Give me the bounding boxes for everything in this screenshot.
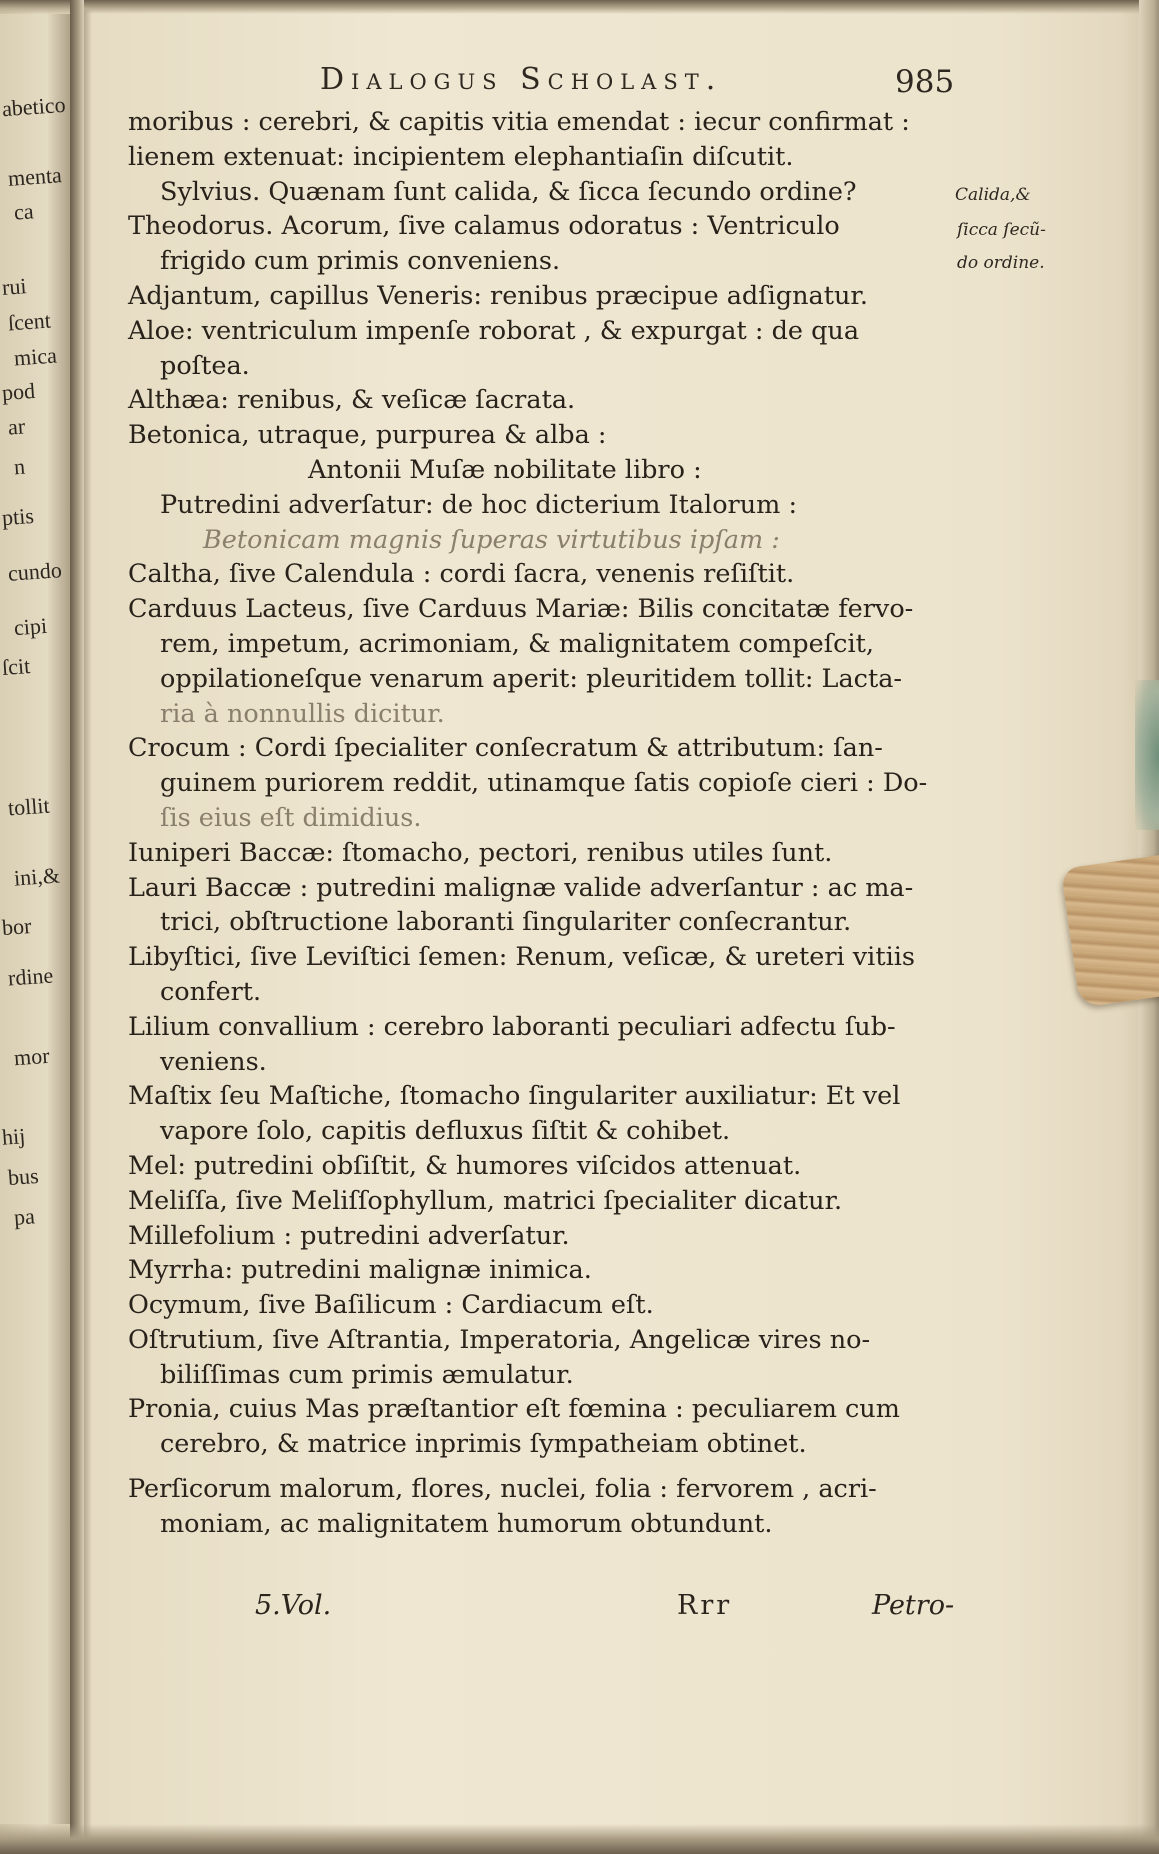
text-line: Althæa: renibus, & veſicæ ſacrata. <box>128 385 576 416</box>
facing-page-text-fragment: ſcent <box>7 307 52 336</box>
text-line: moniam, ac malignitatem humorum obtundunt. <box>160 1508 773 1539</box>
text-line: Lauri Baccæ : putredini malignæ valide adverſantur : ac ma- <box>128 872 914 903</box>
facing-page-text-fragment: abetico <box>1 91 67 122</box>
text-line: Caltha, ſive Calendula : cordi ſacra, venenis reſiſtit. <box>128 559 795 590</box>
facing-page-text-fragment: bus <box>7 1162 40 1191</box>
text-line: Perſicorum malorum, flores, nuclei, folia : fervorem , acri- <box>128 1474 877 1505</box>
text-line: cerebro, & matrice inprimis ſympatheiam obtinet. <box>160 1429 807 1460</box>
wooden-page-holder <box>1061 852 1159 1007</box>
gathering-mark: Rrr <box>677 1590 733 1621</box>
text-line: Antonii Muſæ nobilitate libro : <box>308 454 702 485</box>
text-line: oppilationeſque venarum aperit: pleuritidem tollit: Lacta- <box>160 663 903 694</box>
text-line: Millefolium : putredini adverſatur. <box>128 1220 570 1251</box>
text-line: poſtea. <box>160 350 250 381</box>
text-line: Putredini adverſatur: de hoc dicterium Italorum : <box>160 489 798 520</box>
bottom-page-edge <box>0 1824 1159 1854</box>
facing-page-text-fragment: n <box>13 453 26 480</box>
facing-page-text-fragment: ptis <box>1 502 35 531</box>
text-line: Theodorus. Acorum, ſive calamus odoratus : Ventriculo <box>128 211 840 242</box>
page-footer <box>130 1590 990 1630</box>
text-line: Maſtix ſeu Maſtiche, ſtomacho ſingulariter auxiliatur: Et vel <box>128 1081 901 1112</box>
facing-page-text-fragment: rdine <box>7 962 54 991</box>
text-line: Libyſtici, ſive Leviſtici ſemen: Renum, veſicæ, & ureteri vitiis <box>128 942 915 973</box>
main-text <box>128 105 968 1542</box>
facing-page-text-fragment: rui <box>1 273 28 300</box>
volume-signature: 5.Vol. <box>255 1590 332 1621</box>
text-line: moribus : cerebri, & capitis vitia emendat : iecur confirmat : <box>128 107 910 137</box>
text-line: Myrrha: putredini malignæ inimica. <box>128 1255 592 1286</box>
text-line: Betonica, utraque, purpurea & alba : <box>128 420 607 451</box>
text-line: Meliſſa, ſive Meliſſophyllum, matrici ſpecialiter dicatur. <box>128 1185 843 1216</box>
text-line: veniens. <box>160 1046 267 1077</box>
facing-page-text-fragment: bor <box>1 913 33 940</box>
text-line: rem, impetum, acrimoniam, & malignitatem compeſcit, <box>160 628 874 659</box>
text-line: Adjantum, capillus Veneris: renibus præcipue adſignatur. <box>128 280 868 311</box>
top-page-edge <box>0 0 1159 14</box>
facing-page-text-fragment: menta <box>7 162 63 191</box>
facing-page-text-fragment: ca <box>13 198 35 225</box>
running-title: Dialogus Scholast. <box>320 62 723 97</box>
page-header <box>130 62 955 108</box>
facing-page-text-fragment: pa <box>13 1203 36 1230</box>
catchword: Petro- <box>872 1590 955 1621</box>
text-line: Sylvius. Quænam ſunt calida, & ſicca ſecundo ordine? <box>160 176 857 207</box>
facing-page-text-fragment: ar <box>7 413 26 440</box>
facing-page-text-fragment: pod <box>1 377 36 406</box>
text-line: guinem puriorem reddit, utinamque ſatis copioſe cieri : Do- <box>160 768 928 799</box>
text-line: ſis eius eſt dimidius. <box>160 802 422 833</box>
text-line: Carduus Lacteus, ſive Carduus Mariæ: Bilis concitatæ fervo- <box>128 594 914 625</box>
text-line: ria à nonnullis dicitur. <box>160 698 445 729</box>
page-stain <box>1135 680 1159 830</box>
facing-page-text-fragment: mor <box>13 1042 51 1071</box>
facing-page-text-fragment: cipi <box>13 612 48 641</box>
book-gutter <box>70 0 84 1854</box>
text-line: confert. <box>160 976 262 1007</box>
text-line: trici, obſtructione laboranti ſingulariter conſecrantur. <box>160 907 852 938</box>
facing-page-text-fragment: ſcit <box>1 653 31 680</box>
text-line: Mel: putredini obſiſtit, & humores viſcidos attenuat. <box>128 1150 802 1181</box>
text-line: Betonicam magnis ſuperas virtutibus ipſam : <box>203 524 780 555</box>
facing-page-text-fragment: hij <box>1 1123 27 1150</box>
folio-number: 985 <box>895 64 955 100</box>
text-line: Ocymum, ſive Baſilicum : Cardiacum eſt. <box>128 1290 654 1321</box>
margin-note-2: ſicca ſecũ- <box>957 220 1046 240</box>
facing-page-fragment <box>0 14 78 1824</box>
margin-note-1: Calida,& <box>955 185 1031 205</box>
facing-page-text-fragment: mica <box>13 342 58 371</box>
text-line: frigido cum primis conveniens. <box>160 246 561 277</box>
text-line: Crocum : Cordi ſpecialiter conſecratum & attributum: ſan- <box>128 733 883 764</box>
text-line: Lilium convallium : cerebro laboranti peculiari adfectu ſub- <box>128 1011 896 1042</box>
text-line: Aloe: ventriculum impenſe roborat , & expurgat : de qua <box>128 315 860 346</box>
facing-page-text-fragment: ini,& <box>13 862 61 891</box>
text-line: biliſſimas cum primis æmulatur. <box>160 1359 574 1390</box>
text-line: Iuniperi Baccæ: ſtomacho, pectori, renibus utiles ſunt. <box>128 837 833 868</box>
text-line: Oſtrutium, ſive Aſtrantia, Imperatoria, Angelicæ vires no- <box>128 1324 871 1355</box>
text-line: Pronia, cuius Mas præſtantior eſt fœmina : peculiarem cum <box>128 1394 900 1425</box>
facing-page-text-fragment: tollit <box>7 792 51 821</box>
text-line: lienem extenuat: incipientem elephantiaſin diſcutit. <box>128 141 794 172</box>
text-line: vapore ſolo, capitis defluxus ſiſtit & cohibet. <box>160 1116 731 1147</box>
facing-page-text-fragment: cundo <box>7 557 63 586</box>
margin-note-3: do ordine. <box>957 253 1045 273</box>
